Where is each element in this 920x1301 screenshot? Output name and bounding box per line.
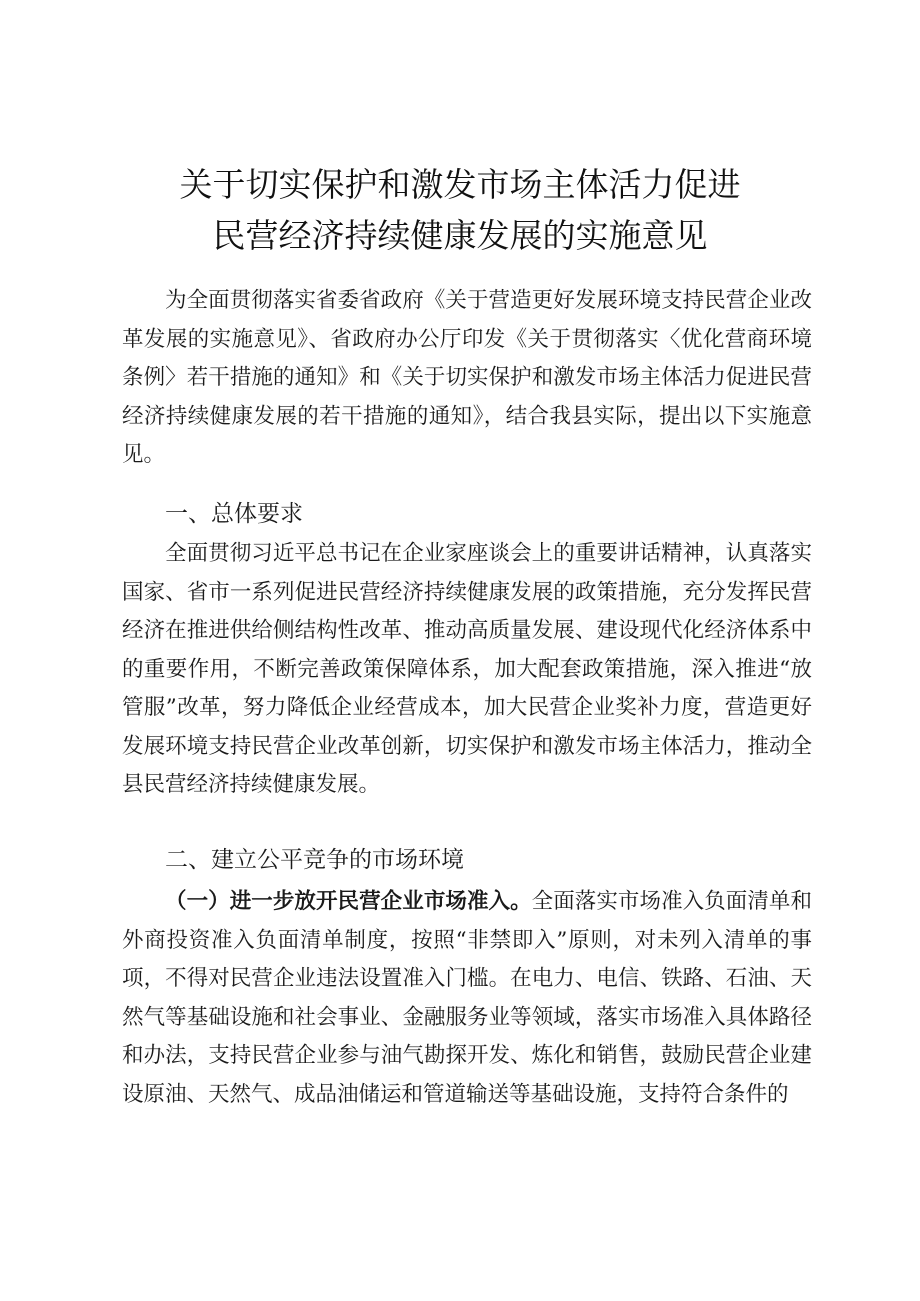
document-title-line-1: 关于切实保护和激发市场主体活力促进 xyxy=(179,165,741,204)
intro-paragraph: 为全面贯彻落实省委省政府《关于营造更好发展环境支持民营企业改革发展的实施意见》、省政府办公厅印发《关于贯彻落实〈优化营商环境条例〉若干措施的通知》和《关于切实保护和激发市场主体活力促进民营经济持续健康发展的若干措施的通知》，结合我县实际，提出以下实施意见。 xyxy=(122,288,812,467)
item-1-lead: （一）进一步放开民营企业市场准入。 xyxy=(165,889,532,914)
section-1-heading: 一、总体要求 xyxy=(165,501,303,527)
document-title-line-2: 民营经济持续健康发展的实施意见 xyxy=(212,216,708,255)
item-1-body: 全面落实市场准入负面清单和外商投资准入负面清单制度，按照“非禁即入”原则，对未列入清单的事项，不得对民营企业违法设置准入门槛。在电力、电信、铁路、石油、天然气等基础设施和社会事业、金融服务业等领域，落实市场准入具体路径和办法，支持民营企业参与油气勘探开发、炼化和销售，鼓励民营企业建设原油、天然气、成品油储运和管道输送等基础设施，支持符合条件的 xyxy=(122,889,812,1107)
section-2-heading: 二、建立公平竞争的市场环境 xyxy=(165,847,464,873)
section-1-body: 全面贯彻习近平总书记在企业家座谈会上的重要讲话精神，认真落实国家、省市一系列促进民营经济持续健康发展的政策措施，充分发挥民营经济在推进供给侧结构性改革、推动高质量发展、建设现代化经济体系中的重要作用，不断完善政策保障体系，加大配套政策措施，深入推进“放管服”改革，努力降低企业经营成本，加大民营企业奖补力度，营造更好发展环境支持民营企业改革创新，切实保护和激发市场主体活力，推动全县民营经济持续健康发展。 xyxy=(122,541,812,797)
section-2-item-1 xyxy=(122,883,812,1114)
